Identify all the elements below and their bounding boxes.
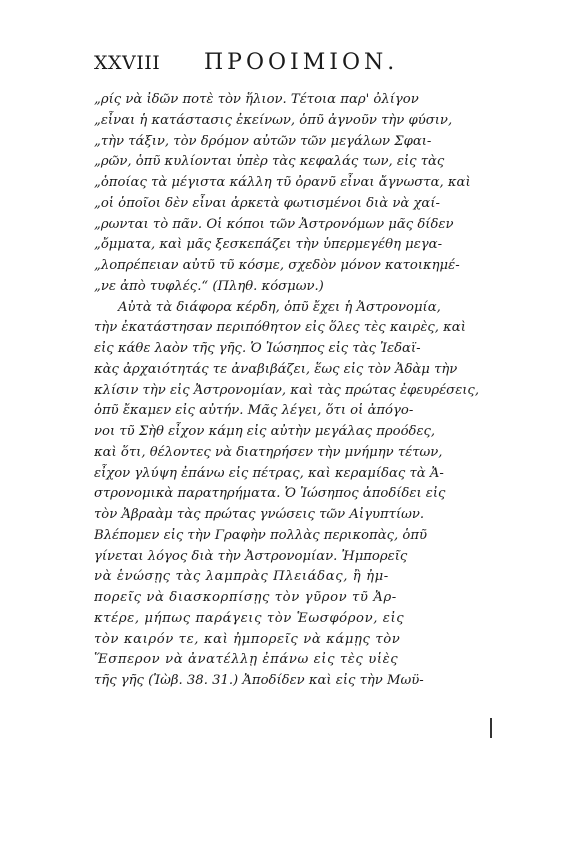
- text-line: καὶ ὅτι, θέλοντες νὰ διατηρήσεν τὴν μνήμην τέτων,: [94, 444, 443, 460]
- text-line: „ρωνται τὸ πᾶν. Οἱ κόποι τῶν Ἀστρονόμων μᾶς δίδεν: [94, 216, 454, 232]
- text-line: „νε ἀπὸ τυφλές.“ (Πληθ. κόσμων.): [94, 278, 324, 294]
- text-line: γίνεται λόγος διὰ τὴν Ἀστρονομίαν. Ἠμπορεῖς: [94, 548, 408, 564]
- text-line: εἰς κάθε λαὸν τῆς γῆς. Ὁ Ἰώσηπος εἰς τὰς Ἰεδαϊ-: [94, 341, 421, 356]
- text-line: νὰ ἑνώσῃς τὰς λαμπρὰς Πλειάδας, ἢ ἠμ-: [94, 569, 389, 585]
- text-line: „λοπρέπειαν αὐτῦ τῦ κόσμε, σχεδὸν μόνον κατοικημέ-: [94, 258, 460, 273]
- text-line: „εἶναι ἡ κατάστασις ἐκείνων, ὁπῦ ἀγνοῦν τὴν φύσιν,: [94, 112, 453, 128]
- text-line: νοι τῦ Σὴθ εἶχον κάμη εἰς αὐτὴν μεγάλας προόδες,: [94, 424, 436, 439]
- page-number: XXVIII: [94, 52, 161, 74]
- text-line: „τὴν τάξιν, τὸν δρόμον αὐτῶν τῶν μεγάλων Σφαι-: [94, 133, 432, 149]
- paragraph-start-line: Αὐτὰ τὰ διάφορα κέρδη, ὁπῦ ἔχει ἡ Ἀστρονομία,: [118, 299, 441, 315]
- text-line: „ρίς νὰ ἰδῶν ποτὲ τὸν ἥλιον. Τέτοια παρ' ὀλίγον: [94, 92, 419, 107]
- text-line: ὁπῦ ἔκαμεν εἰς αὐτήν. Μᾶς λέγει, ὅτι οἱ ἀπόγο-: [94, 403, 414, 419]
- text-line: τῆς γῆς (Ἰὼβ. 38. 31.) Ἀποδίδεν καὶ εἰς τὴν Μωϋ-: [94, 673, 424, 688]
- text-line: τὴν ἐκατάστησαν περιπόθητον εἰς ὅλες τὲς καιρὲς, καὶ: [94, 320, 466, 336]
- text-line: τὸν Ἀβραὰμ τὰς πρώτας γνώσεις τῶν Αἰγυπτίων.: [94, 507, 425, 522]
- text-line: στρονομικὰ παρατηρήματα. Ὁ Ἰώσηπος ἀποδίδει εἰς: [94, 486, 446, 502]
- text-line: Βλέπομεν εἰς τὴν Γραφὴν πολλὰς περικοπὰς, ὁπῦ: [94, 527, 427, 543]
- text-line: κλίσιν τὴν εἰς Ἀστρονομίαν, καὶ τὰς πρώτας ἐφευρέσεις,: [94, 382, 480, 398]
- body-text: [94, 90, 486, 692]
- page-header: [94, 48, 498, 78]
- running-title: ΠΡΟΟΙΜΙΟΝ.: [204, 50, 399, 75]
- text-line: „ὁποίας τὰ μέγιστα κάλλη τῦ ὀρανῦ εἶναι ἄγνωστα, καὶ: [94, 175, 471, 190]
- text-line: „οἱ ὁποῖοι δὲν εἶναι ἀρκετὰ φωτισμένοι διὰ νὰ χαί-: [94, 195, 440, 211]
- text-line: τὸν καιρόν τε, καὶ ἠμπορεῖς νὰ κάμῃς τὸν: [94, 631, 401, 647]
- text-line: εἶχον γλύψη ἐπάνω εἰς πέτρας, καὶ κεραμίδας τὰ Ἀ-: [94, 465, 444, 481]
- text-line: „ὄμματα, καὶ μᾶς ξεσκεπάζει τὴν ὑπερμεγέθη μεγα-: [94, 237, 443, 253]
- text-line: Ἕσπερον νὰ ἀνατέλλῃ ἐπάνω εἰς τὲς υἱὲς: [94, 652, 399, 668]
- margin-rule-mark: [490, 718, 492, 738]
- text-line: πορεῖς νὰ διασκορπίσῃς τὸν γῦρον τῦ Ἀρ-: [94, 590, 397, 605]
- text-line: „ρῶν, ὁπῦ κυλίονται ὑπὲρ τὰς κεφαλάς των, εἰς τὰς: [94, 154, 445, 170]
- text-line: κὰς ἀρχαιότητάς τε ἀναβιβάζει, ἕως εἰς τὸν Ἀδὰμ τὴν: [94, 361, 458, 377]
- text-line: κτέρε, μήπως παράγεις τὸν Ἑωσφόρον, εἰς: [94, 610, 405, 626]
